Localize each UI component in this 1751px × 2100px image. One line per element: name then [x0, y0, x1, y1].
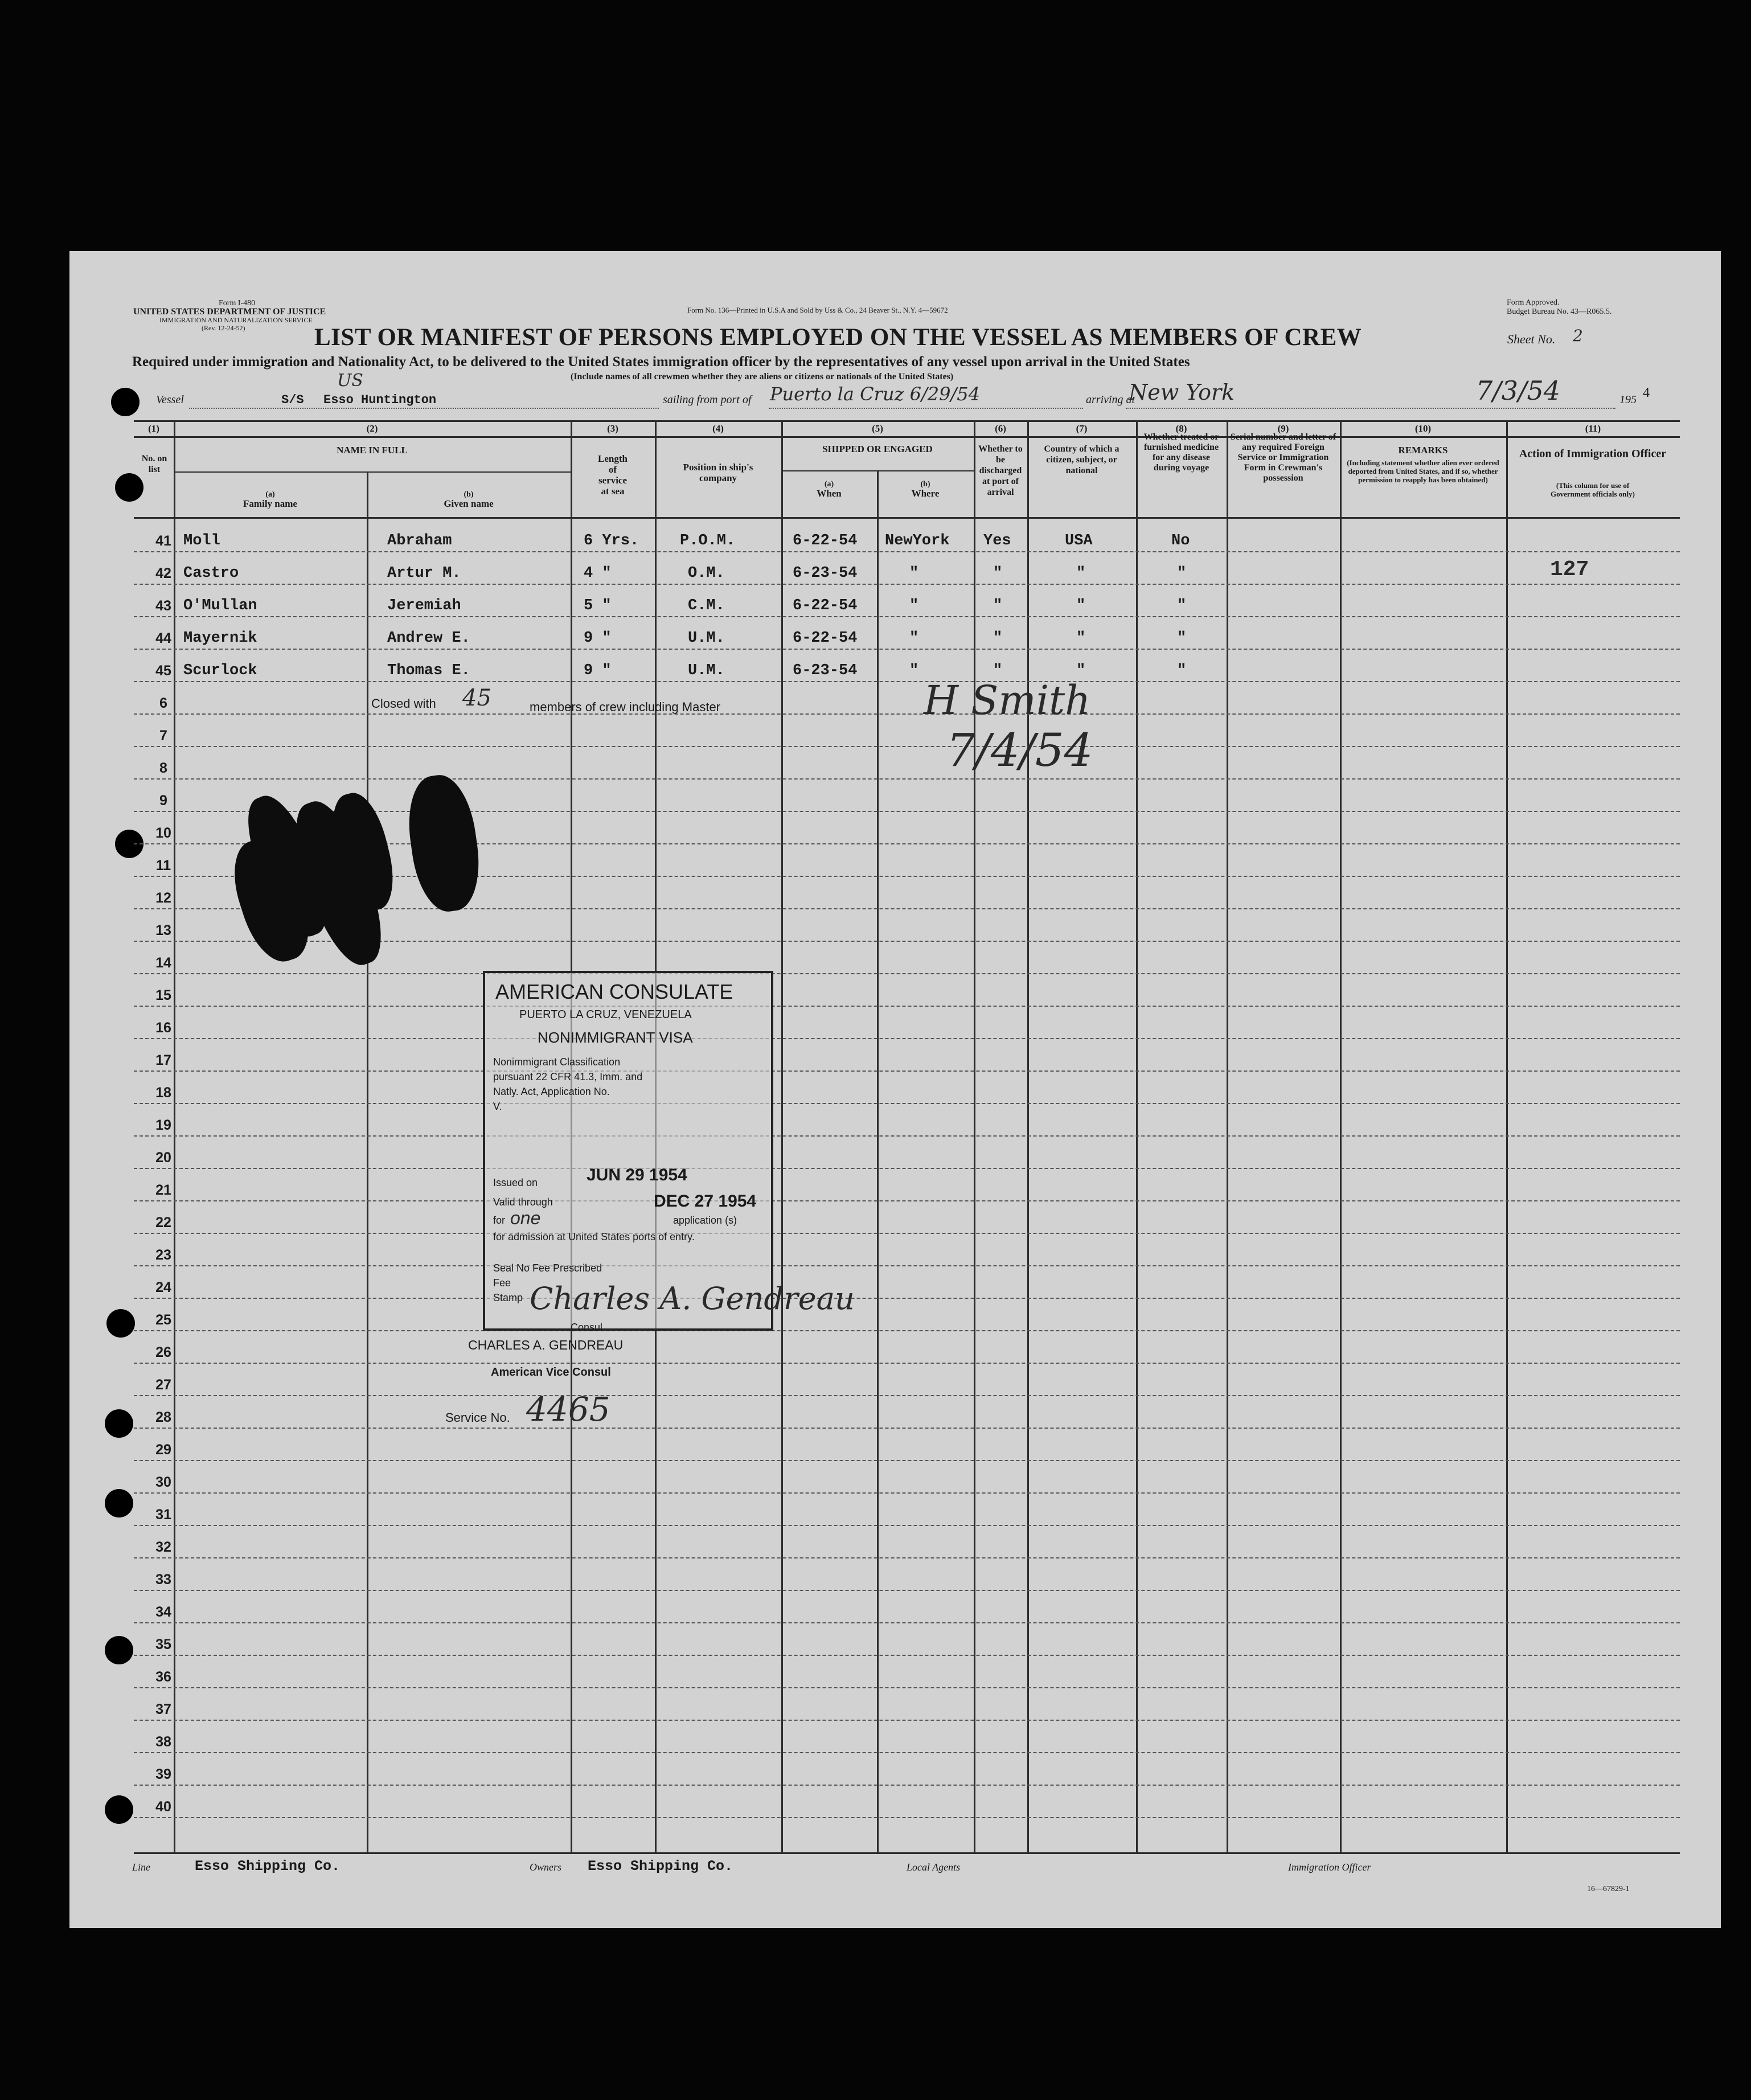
stamp-type: NONIMMIGRANT VISA	[538, 1029, 693, 1046]
service-number: 4465	[526, 1390, 610, 1429]
col-4-num: (4)	[712, 423, 724, 434]
col-where-num: (b)	[920, 480, 930, 489]
col-5-num: (5)	[872, 423, 883, 434]
row-number: 16	[155, 1020, 171, 1036]
where-cell: "	[909, 630, 919, 647]
discharge-cell: "	[993, 565, 1003, 582]
col-8-num: (8)	[1175, 423, 1187, 434]
form-approved: Form Approved.	[1507, 298, 1560, 307]
row-separator	[134, 1200, 1680, 1201]
stamp-application: application (s)	[673, 1215, 737, 1226]
medicine-cell: "	[1177, 597, 1187, 614]
name-subheader-line	[174, 471, 571, 473]
stamp-v: V.	[493, 1101, 502, 1112]
arriving-fill-line	[1126, 408, 1615, 409]
column-divider	[974, 420, 975, 1854]
row-separator	[134, 1655, 1680, 1656]
closing-suffix: members of crew including Master	[530, 700, 721, 714]
budget-number: Budget Bureau No. 43—R065.5.	[1507, 307, 1612, 316]
vessel-name: Esso Huntington	[323, 393, 437, 407]
line-label: Line	[132, 1861, 151, 1873]
position-cell: U.M.	[688, 662, 725, 679]
row-separator	[134, 1428, 1680, 1429]
row-number: 34	[155, 1604, 171, 1620]
row-separator	[134, 973, 1680, 974]
row-number: 36	[155, 1669, 171, 1685]
stamp-title: AMERICAN CONSULATE	[495, 980, 733, 1003]
row-separator	[134, 1363, 1680, 1364]
row-separator	[134, 1525, 1680, 1526]
punch-hole	[105, 1409, 133, 1438]
col-7-num: (7)	[1076, 423, 1088, 434]
stamp-place: PUERTO LA CRUZ, VENEZUELA	[519, 1008, 692, 1021]
position-cell: U.M.	[688, 630, 725, 647]
country-cell: "	[1076, 597, 1086, 614]
given-name-cell: Andrew E.	[387, 630, 470, 647]
vessel-label: Vessel	[156, 393, 184, 406]
discharge-cell: Yes	[983, 532, 1011, 549]
year-prefix: 195	[1619, 393, 1637, 406]
family-name-cell: O'Mullan	[183, 597, 257, 614]
row-number: 13	[155, 922, 171, 938]
col-remarks-note: (Including statement whether alien ever ordered deported from United States, and if so, whether permission to reapply has been obtained)	[1347, 458, 1499, 484]
row-number: 23	[155, 1247, 171, 1263]
inspector-signature: H Smith	[924, 677, 1091, 724]
service-cell: 4 "	[584, 565, 612, 582]
country-cell: USA	[1065, 532, 1093, 549]
row-number: 9	[159, 793, 167, 809]
row-number: 29	[155, 1442, 171, 1458]
country-cell: "	[1076, 630, 1086, 647]
row-number: 39	[155, 1766, 171, 1782]
col-11-num: (11)	[1585, 423, 1601, 434]
col-given-name: Given name	[444, 498, 494, 509]
col-action: Action of Immigration Officer	[1519, 448, 1667, 460]
printer-line: Form No. 136—Printed in U.S.A and Sold by Uss & Co., 24 Beaver St., N.Y. 4—59672	[687, 306, 948, 314]
row-separator	[134, 1395, 1680, 1396]
row-number: 42	[155, 565, 171, 581]
column-divider	[1506, 420, 1508, 1854]
col-family-num: (a)	[265, 490, 275, 499]
row-number: 27	[155, 1377, 171, 1393]
stamp-issued-date: JUN 29 1954	[587, 1166, 687, 1184]
stamp-fee: Fee	[493, 1277, 511, 1289]
column-divider	[1227, 420, 1228, 1854]
discharge-cell: "	[993, 597, 1003, 614]
consulate-visa-stamp	[483, 971, 773, 1331]
vessel-flag: US	[337, 371, 363, 391]
family-name-cell: Castro	[183, 565, 239, 582]
where-cell: "	[909, 565, 919, 582]
row-number: 30	[155, 1474, 171, 1490]
punch-hole	[106, 1309, 135, 1338]
column-divider	[367, 471, 368, 1854]
row-separator	[134, 746, 1680, 747]
row-separator	[134, 1492, 1680, 1494]
punch-hole	[105, 1636, 133, 1664]
row-number: 26	[155, 1344, 171, 1360]
row-number: 45	[155, 663, 171, 679]
inspector-date: 7/4/54	[946, 724, 1093, 777]
col-serial-number: Serial number and letter of any required Foreign Service or Immigration Form in Crewman's possession	[1230, 432, 1336, 483]
row-separator	[134, 1785, 1680, 1786]
given-name-cell: Jeremiah	[387, 597, 461, 614]
stamp-valid-label: Valid through	[493, 1196, 553, 1208]
page-title: LIST OR MANIFEST OF PERSONS EMPLOYED ON THE VESSEL AS MEMBERS OF CREW	[314, 324, 1362, 351]
col-3-num: (3)	[607, 423, 618, 434]
row-separator	[134, 1038, 1680, 1039]
col-shipped-engaged: SHIPPED OR ENGAGED	[822, 444, 933, 454]
col-when-num: (a)	[824, 480, 834, 489]
row-number: 18	[155, 1085, 171, 1101]
col-no-on-list: No. on list	[141, 454, 167, 474]
row-separator	[134, 1687, 1680, 1688]
consul-label: Consul	[571, 1322, 603, 1333]
col-position: Position in ship's company	[683, 462, 753, 483]
given-name-cell: Thomas E.	[387, 662, 470, 679]
consul-signature: Charles A. Gendreau	[530, 1281, 855, 1316]
table-top-border	[134, 420, 1680, 422]
redaction-mark	[402, 771, 486, 916]
when-cell: 6-23-54	[793, 662, 858, 679]
stamp-seal: Seal No Fee Prescribed	[493, 1262, 602, 1274]
closing-prefix: Closed with	[371, 696, 436, 711]
table-bottom-border	[134, 1852, 1680, 1854]
consul-name: CHARLES A. GENDREAU	[468, 1338, 624, 1352]
col-6-num: (6)	[995, 423, 1006, 434]
row-number: 40	[155, 1799, 171, 1815]
service-name: IMMIGRATION AND NATURALIZATION SERVICE	[159, 316, 313, 324]
country-cell: "	[1076, 565, 1086, 582]
row-number: 37	[155, 1701, 171, 1717]
col-country: Country of which a citizen, subject, or national	[1044, 444, 1120, 475]
stamp-admission: for admission at United States ports of entry.	[493, 1231, 695, 1242]
where-cell: "	[909, 662, 919, 679]
row-number: 15	[155, 987, 171, 1003]
sheet-label: Sheet No.	[1507, 332, 1556, 346]
owners-label: Owners	[530, 1861, 562, 1873]
medicine-cell: "	[1177, 662, 1187, 679]
service-cell: 5 "	[584, 597, 612, 614]
column-divider	[1340, 420, 1342, 1854]
form-subtitle: Required under immigration and Nationality Act, to be delivered to the United States immigration officer by the representatives of any vessel upon arrival in the United States	[132, 354, 1190, 370]
row-number: 35	[155, 1636, 171, 1652]
row-number: 38	[155, 1734, 171, 1750]
punch-hole	[105, 1489, 133, 1517]
row-number: 12	[155, 890, 171, 906]
service-cell: 9 "	[584, 662, 612, 679]
col-length-of-service: Length of service at sea	[598, 453, 628, 497]
stamp-for-value: one	[510, 1208, 541, 1228]
year-suffix: 4	[1643, 385, 1650, 400]
row-number: 11	[155, 858, 171, 873]
row-separator	[134, 1720, 1680, 1721]
row-separator	[134, 1135, 1680, 1137]
immigration-officer-label: Immigration Officer	[1288, 1861, 1371, 1873]
row-number: 17	[155, 1052, 171, 1068]
row-separator	[134, 681, 1680, 682]
service-cell: 6 Yrs.	[584, 532, 639, 549]
arrival-date: 7/3/54	[1476, 375, 1561, 406]
stamp-for-label: for	[493, 1215, 506, 1226]
col-2-num: (2)	[366, 423, 378, 434]
discharge-cell: "	[993, 662, 1003, 679]
arriving-port: New York	[1129, 380, 1235, 405]
family-name-cell: Mayernik	[183, 630, 257, 647]
form-note: (Include names of all crewmen whether they are aliens or citizens or nationals of the United States)	[571, 372, 954, 382]
row-separator	[134, 1168, 1680, 1169]
owners-value: Esso Shipping Co.	[588, 1858, 733, 1875]
row-number: 25	[155, 1312, 171, 1328]
line-value: Esso Shipping Co.	[195, 1858, 341, 1875]
country-cell: "	[1076, 662, 1086, 679]
col-remarks: REMARKS	[1398, 445, 1448, 456]
form-number: Form I-480	[219, 299, 256, 307]
header-bottom-border	[134, 517, 1680, 519]
col-medicine: Whether treated or furnished medicine for any disease during voyage	[1143, 432, 1219, 473]
sailing-port: Puerto la Cruz 6/29/54	[770, 383, 980, 405]
row-separator	[134, 551, 1680, 552]
row-number: 22	[155, 1215, 171, 1231]
consul-title: American Vice Consul	[491, 1366, 611, 1379]
col-name-in-full: NAME IN FULL	[337, 445, 408, 456]
closing-count: 45	[462, 685, 491, 711]
when-cell: 6-22-54	[793, 597, 858, 614]
col-9-num: (9)	[1277, 423, 1289, 434]
col-1-num: (1)	[148, 423, 159, 434]
vessel-prefix: S/S	[281, 393, 304, 407]
row-separator	[134, 1006, 1680, 1007]
position-cell: O.M.	[688, 565, 725, 582]
row-separator	[134, 1557, 1680, 1558]
row-number: 6	[159, 695, 167, 711]
arriving-label: arriving at	[1086, 393, 1135, 406]
header-divider	[134, 436, 1680, 438]
row-separator	[134, 584, 1680, 585]
stamp-stamp-label: Stamp	[493, 1292, 523, 1303]
where-cell: "	[909, 597, 919, 614]
row-number: 32	[155, 1539, 171, 1555]
family-name-cell: Moll	[183, 532, 220, 549]
col-discharged: Whether to be discharged at port of arrival	[978, 444, 1023, 497]
row-separator	[134, 778, 1680, 780]
row-number: 14	[155, 955, 171, 971]
col-10-num: (10)	[1414, 423, 1432, 434]
medicine-cell: "	[1177, 565, 1187, 582]
row-separator	[134, 1070, 1680, 1072]
row-separator	[134, 1233, 1680, 1234]
col-where: Where	[911, 488, 940, 499]
medicine-cell: No	[1171, 532, 1190, 549]
medicine-cell: "	[1177, 630, 1187, 647]
sailing-label: sailing from port of	[663, 393, 752, 406]
stamp-classification: Nonimmigrant Classification	[493, 1056, 621, 1068]
dept-name: UNITED STATES DEPARTMENT OF JUSTICE	[133, 307, 326, 317]
column-divider	[1027, 420, 1029, 1854]
row-separator	[134, 1330, 1680, 1331]
local-agents-label: Local Agents	[907, 1861, 961, 1873]
given-name-cell: Artur M.	[387, 565, 461, 582]
when-cell: 6-22-54	[793, 532, 858, 549]
punch-hole	[115, 473, 143, 502]
column-divider	[877, 470, 879, 1854]
row-separator	[134, 649, 1680, 650]
row-separator	[134, 616, 1680, 617]
col-family-name: Family name	[243, 498, 297, 509]
service-number-label: Service No.	[445, 1410, 510, 1425]
row-number: 19	[155, 1117, 171, 1133]
given-name-cell: Abraham	[387, 532, 452, 549]
row-number: 21	[155, 1182, 171, 1198]
row-number: 20	[155, 1150, 171, 1166]
position-cell: C.M.	[688, 597, 725, 614]
vessel-fill-line	[189, 408, 659, 409]
row-separator	[134, 1752, 1680, 1753]
row-number: 28	[155, 1409, 171, 1425]
col-when: When	[817, 488, 842, 499]
row-separator	[134, 1622, 1680, 1623]
row-number: 31	[155, 1507, 171, 1523]
row-number: 41	[155, 533, 171, 549]
revision: (Rev. 12-24-52)	[202, 324, 245, 332]
when-cell: 6-23-54	[793, 565, 858, 582]
row-number: 7	[159, 728, 167, 744]
row-separator	[134, 1590, 1680, 1591]
row-number: 33	[155, 1572, 171, 1588]
service-cell: 9 "	[584, 630, 612, 647]
family-name-cell: Scurlock	[183, 662, 257, 679]
row-number: 8	[159, 760, 167, 776]
col-action-note: (This column for use of Government officials only)	[1550, 481, 1635, 498]
row-number: 44	[155, 630, 171, 646]
column-divider	[1136, 420, 1138, 1854]
row-separator	[134, 1265, 1680, 1266]
row-separator	[134, 713, 1680, 715]
row-separator	[134, 1460, 1680, 1461]
row-separator	[134, 1103, 1680, 1104]
row-number: 24	[155, 1279, 171, 1295]
manifest-sheet	[69, 251, 1721, 1928]
discharge-cell: "	[993, 630, 1003, 647]
row-separator	[134, 1817, 1680, 1818]
where-cell: NewYork	[885, 532, 950, 549]
col-given-num: (b)	[464, 490, 474, 499]
punch-hole	[105, 1795, 133, 1824]
sailing-fill-line	[769, 408, 1083, 409]
punch-hole	[111, 388, 140, 416]
column-divider	[781, 420, 783, 1854]
sheet-number: 2	[1573, 326, 1583, 345]
when-cell: 6-22-54	[793, 630, 858, 647]
stamp-issued-label: Issued on	[493, 1177, 538, 1188]
action-cell: 127	[1550, 557, 1589, 582]
row-separator	[134, 1298, 1680, 1299]
stamp-valid-date: DEC 27 1954	[654, 1192, 757, 1211]
row-number: 10	[155, 825, 171, 841]
row-number: 43	[155, 598, 171, 614]
position-cell: P.O.M.	[680, 532, 736, 549]
stamp-act: Natly. Act, Application No.	[493, 1086, 610, 1097]
footer-code: 16—67829-1	[1587, 1885, 1630, 1893]
stamp-pursuant: pursuant 22 CFR 41.3, Imm. and	[493, 1071, 643, 1082]
